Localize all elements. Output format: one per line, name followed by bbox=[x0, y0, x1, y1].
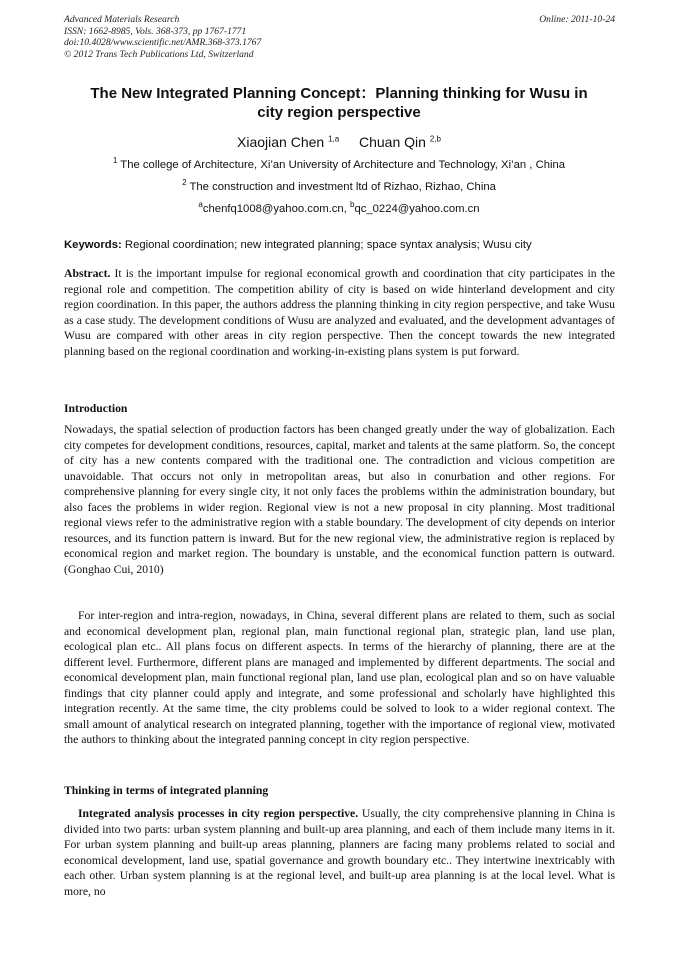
email-a: chenfq1008@yahoo.com.cn, bbox=[202, 203, 350, 215]
thinking-text: Usually, the city comprehensive planning in China is divided into two parts: urban system planning and built-up area planning, and each of them include many items in it. For urban system planning and built-up areas planning, planners are facing many problems related to social and economical development, land use, spatial governance and growth boundary etc.. They intertwine inextricably with each other. Urban system planning is at the regional level, and built-up area planning is at the local level. What is more, no bbox=[64, 807, 615, 898]
affiliation-2 bbox=[60, 180, 618, 194]
title-line-1: The New Integrated Planning Concept：Planning thinking for Wusu in bbox=[90, 85, 588, 102]
online-date-header bbox=[505, 14, 615, 26]
keywords-label: Keywords: bbox=[64, 239, 122, 251]
abstract-text: It is the important impulse for regional economical growth and coordination that city participates in the regional role and competition. The competition ability of city is based on wide hinterland development and city region coordination. In this paper, the authors address the planning thinking in city region perspective, and take Wusu as a case study. The development conditions of Wusu are analyzed and evaluated, and the development advantages of Wusu are compared with other areas in city region perspective. Then the concept towards the new integrated planning based on the regional coordination and working-in-existing plans system is put forward. bbox=[64, 267, 615, 358]
email-a-sup: a bbox=[198, 200, 203, 210]
introduction-paragraph-1: Nowadays, the spatial selection of production factors has been changed greatly under the way of globalization. Each city competes for development conditions, resources, capital, market and talents at the same platform. So, the concept of city has a new contents compared with the traditional one. The contradiction and vicious competition are unavoidable. That occurs not only in metropolitan areas, but also in conurbation and other regions. For comprehensive planning for every single city, it not only faces the problems within the administration boundary, but also faces the problems in wider region. Regional view is not a new proposal in city planning. Most traditional regional views refer to the administrative region with a stable boundary. The development of city depends on interior resources, and its function pattern is inward. But for the new regional view, the administrative region is replaced by economical region and market region. The boundary is unstable, and the economical function pattern is outward. (Gonghao Cui, 2010) bbox=[64, 423, 615, 576]
doi-line: doi:10.4028/www.scientific.net/AMR.368-373.1767 bbox=[64, 37, 262, 48]
copyright-line: © 2012 Trans Tech Publications Ltd, Switzerland bbox=[64, 48, 254, 60]
affiliation-1-text: The college of Architecture, Xi’an University of Architecture and Technology, Xi’an , China bbox=[120, 159, 566, 171]
introduction-paragraph-2: For inter-region and intra-region, nowadays, in China, several different plans are related to them, such as social and economical development plan, regional plan, main functional regional plan, strategic plan, land use plan, ecological plan etc.. All plans focus on different aspects. In terms of the hierarchy of planning, there are at the different level. Furthermore, different plans are managed and implemented by different departments. The social and economical development plan, main functional regional plan, land use plan, ecological plan and so on have valuable findings that city planner could apply and integrate, and some professional and scholarly have highlighted this integration recently. At the same time, the city problems could be solved to look to a wider regional context. The small amount of analytical research on integrated planning, together with the importance of regional view, motivated the authors to thinking about the integrated panning concept in city region perspective. bbox=[64, 609, 615, 746]
paper-title bbox=[60, 84, 618, 122]
thinking-paragraph bbox=[64, 806, 615, 899]
affiliation-2-sup: 2 bbox=[182, 178, 187, 188]
affiliation-2-text: The construction and investment ltd of Rizhao, Rizhao, China bbox=[189, 181, 496, 193]
author-2-sup: 2,b bbox=[429, 134, 441, 144]
thinking-heading: Thinking in terms of integrated planning bbox=[64, 784, 269, 797]
author-1-sup: 1,a bbox=[328, 134, 340, 144]
email-b: qc_0224@yahoo.com.cn bbox=[354, 203, 480, 215]
issn-line: ISSN: 1662-8985, Vols. 368-373, pp 1767-1771 bbox=[64, 25, 247, 37]
author-list bbox=[60, 133, 618, 151]
affiliation-1 bbox=[60, 158, 618, 172]
journal-name: Advanced Materials Research bbox=[64, 14, 180, 25]
email-b-sup: b bbox=[349, 200, 355, 210]
keywords-text: Regional coordination; new integrated planning; space syntax analysis; Wusu city bbox=[121, 239, 532, 251]
author-2-name: Chuan Qin bbox=[359, 134, 426, 150]
introduction-heading: Introduction bbox=[64, 402, 128, 415]
abstract-label: Abstract. bbox=[64, 267, 111, 280]
online-date: Online: 2011-10-24 bbox=[539, 14, 615, 25]
affiliation-1-sup: 1 bbox=[112, 156, 118, 166]
title-line-2: city region perspective bbox=[257, 104, 421, 121]
journal-header bbox=[64, 14, 484, 60]
abstract-paragraph bbox=[64, 266, 615, 359]
author-1-name: Xiaojian Chen bbox=[237, 134, 325, 150]
thinking-lead: Integrated analysis processes in city region perspective. bbox=[78, 807, 359, 820]
email-line bbox=[60, 202, 618, 216]
keywords-line bbox=[64, 238, 616, 252]
